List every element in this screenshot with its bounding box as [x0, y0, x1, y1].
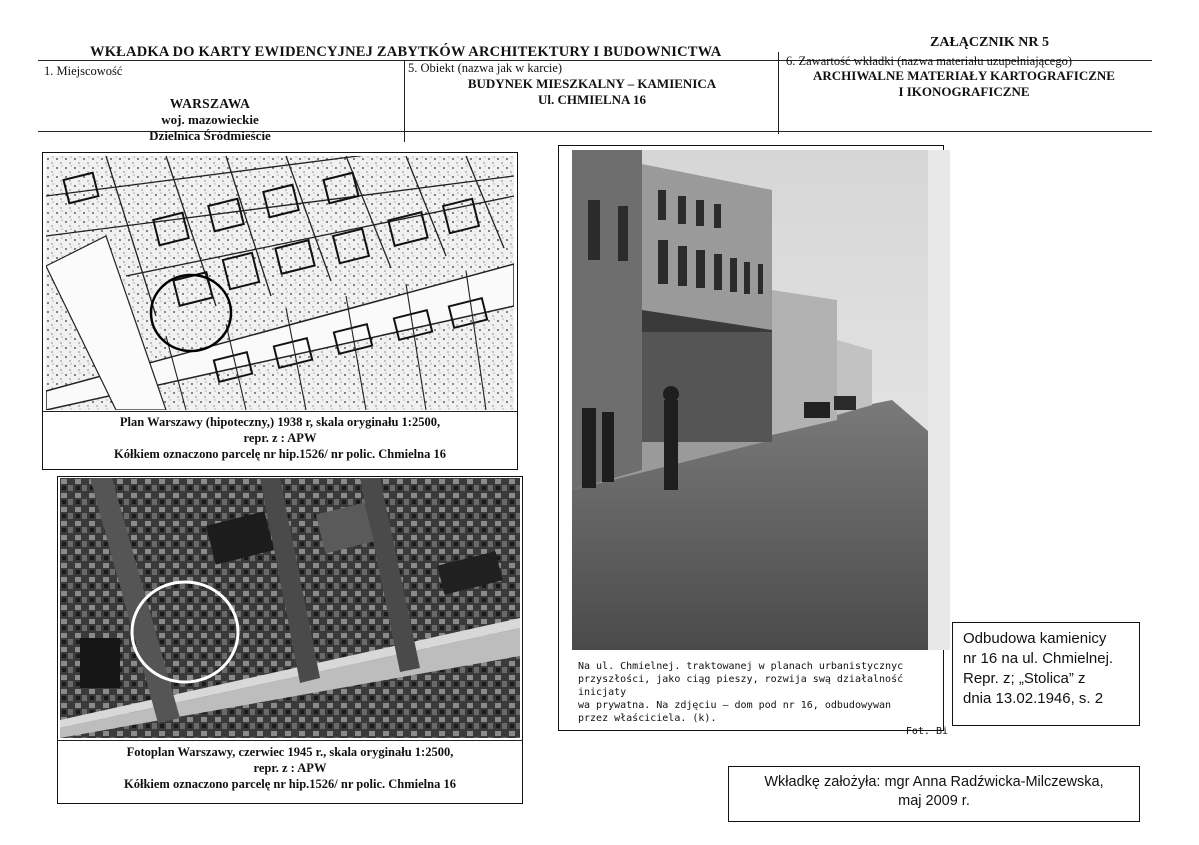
contents-block — [782, 68, 1146, 100]
map-plan-caption — [46, 414, 514, 462]
map-plan-caption-line2: repr. z : APW — [243, 431, 317, 445]
annex-number: ZAŁĄCZNIK NR 5 — [930, 35, 1050, 50]
object-address: Ul. CHMIELNA 16 — [538, 92, 646, 107]
locality-voivodeship: woj. mazowieckie — [161, 112, 259, 127]
object-block — [412, 76, 772, 108]
contents-line1: ARCHIWALNE MATERIAŁY KARTOGRAFICZNE — [813, 68, 1115, 83]
photo-plan-caption-line1: Fotoplan Warszawy, czerwiec 1945 r., skala oryginału 1:2500, — [126, 745, 454, 759]
object-name: BUDYNEK MIESZKALNY – KAMIENICA — [467, 76, 717, 91]
field-divider-2 — [778, 52, 779, 134]
locality-block — [80, 96, 340, 144]
side-caption-line3: Repr. z; „Stolica” z — [963, 670, 1086, 687]
side-caption-box — [952, 622, 1140, 726]
side-caption-line4: dnia 13.02.1946, s. 2 — [963, 690, 1104, 707]
printed-caption-line4: przez właściciela. (k). — [578, 713, 717, 724]
field-divider-1 — [404, 60, 405, 142]
photo-plan-caption-rule — [57, 740, 523, 741]
contents-line2: I IKONOGRAFICZNE — [898, 84, 1030, 99]
printed-caption-line1: Na ul. Chmielnej. traktowanej w planach urbanistycznyc — [578, 661, 904, 672]
street-photo-image — [572, 150, 950, 650]
photo-plan-caption — [60, 744, 520, 792]
map-plan-caption-line1: Plan Warszawy (hipoteczny,) 1938 r, skala oryginału 1:2500, — [119, 415, 441, 429]
photo-plan-caption-line2: repr. z : APW — [253, 761, 327, 775]
side-caption-line1: Odbudowa kamienicy — [963, 630, 1107, 647]
contents-label: 6. Zawartość wkładki (nazwa materiału uzupełniającego) — [786, 54, 1072, 68]
printed-credit: Fot. Bi — [905, 726, 948, 737]
document-title: WKŁADKA DO KARTY EWIDENCYJNEJ ZABYTKÓW ARCHITEKTURY I BUDOWNICTWA — [90, 44, 722, 60]
locality-city: WARSZAWA — [169, 96, 251, 111]
locality-district: Dzielnica Śródmieście — [149, 128, 271, 143]
photo-plan-caption-line3: Kółkiem oznaczono parcelę nr hip.1526/ nr polic. Chmielna 16 — [124, 777, 456, 791]
object-label: 5. Obiekt (nazwa jak w karcie) — [408, 61, 563, 75]
printed-caption-line2: przyszłości, jako ciąg pieszy, rozwija swą działalność inicjaty — [578, 674, 904, 698]
author-box — [728, 766, 1140, 822]
author-line1: Wkładkę założyła: mgr Anna Radźwicka-Milczewska, — [764, 774, 1104, 790]
cadastral-map-image — [46, 156, 514, 410]
side-caption-line2: nr 16 na ul. Chmielnej. — [963, 650, 1114, 667]
locality-label: 1. Miejscowość — [44, 64, 123, 78]
map-plan-caption-rule — [42, 411, 518, 412]
street-photo-printed-caption — [578, 660, 948, 737]
author-line2: maj 2009 r. — [898, 793, 970, 809]
map-plan-caption-line3: Kółkiem oznaczono parcelę nr hip.1526/ nr polic. Chmielna 16 — [114, 447, 446, 461]
aerial-photo-image — [60, 478, 520, 738]
printed-caption-line3: wa prywatna. Na zdjęciu — dom pod nr 16, odbudowywan — [578, 700, 892, 711]
